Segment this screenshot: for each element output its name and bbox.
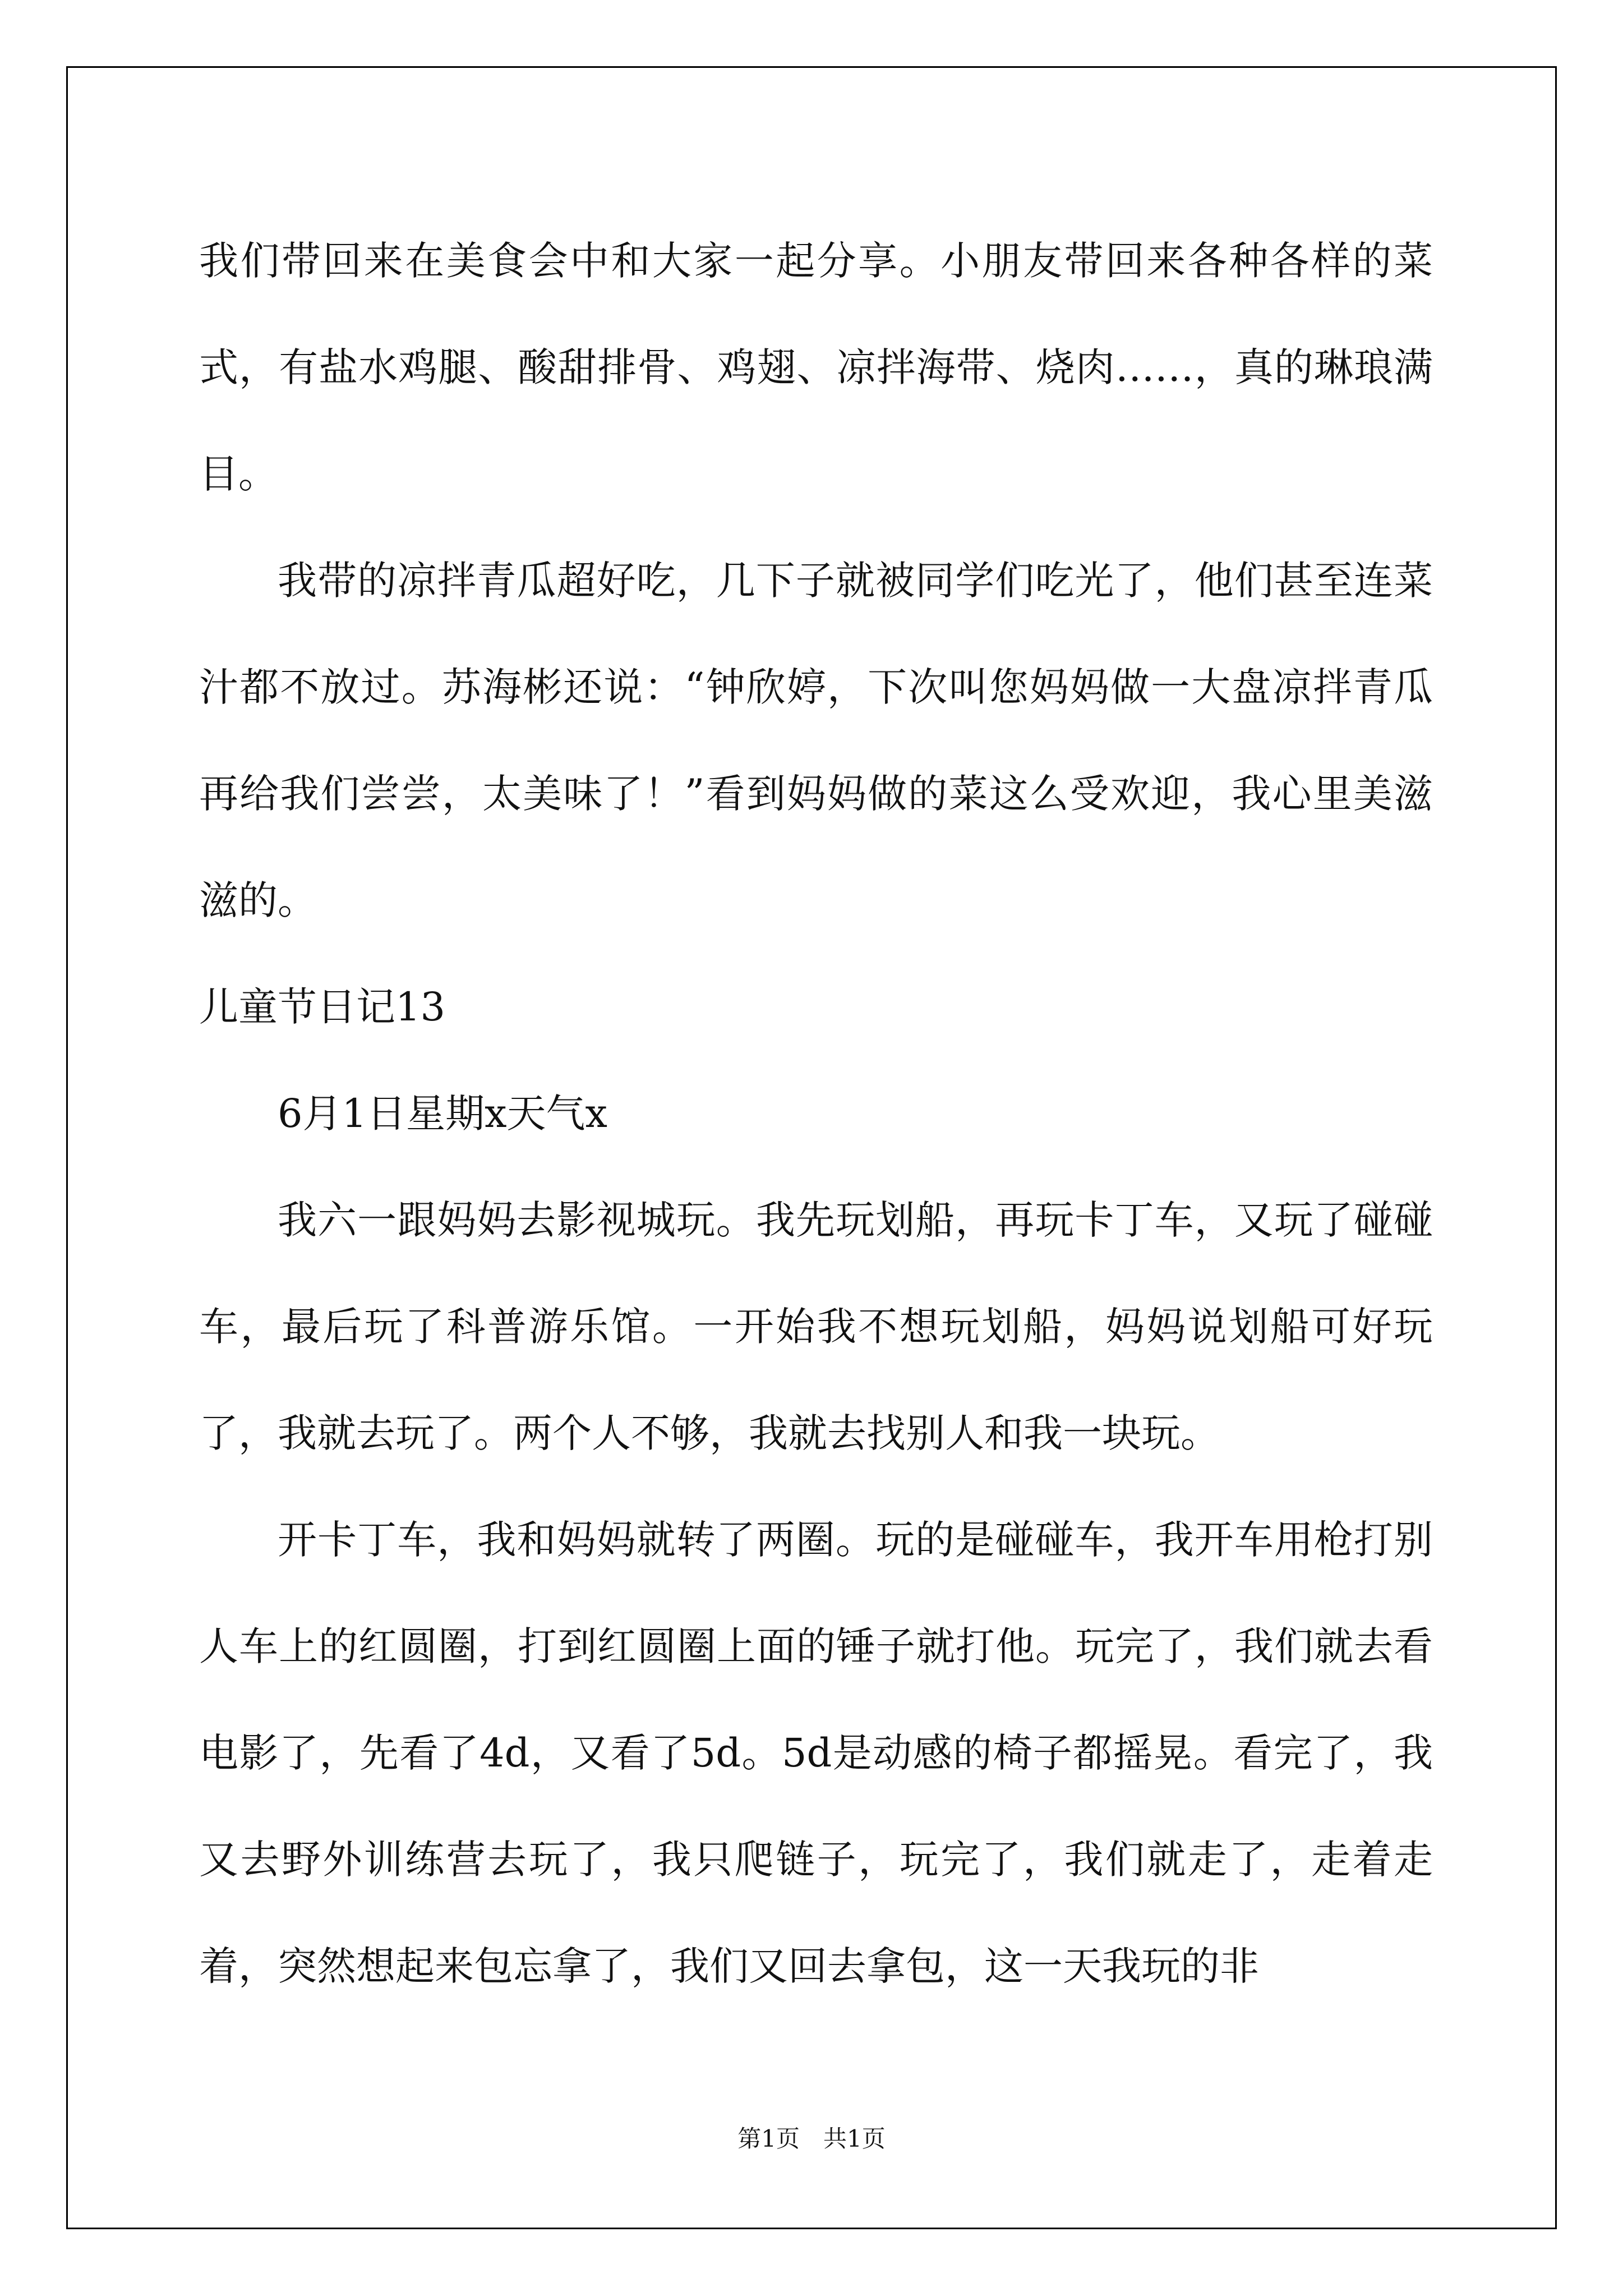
diary-date-line: 6月1日星期x天气x bbox=[278, 1091, 608, 1137]
paragraph: 我带的凉拌青瓜超好吃，几下子就被同学们吃光了，他们甚至连菜汁都不放过。苏海彬还说：“钟欣婷，下次叫您妈妈做一大盘凉拌青瓜再给我们尝尝，太美味了！”看到妈妈做的菜这么受欢迎，我心里美滋滋的。 bbox=[199, 558, 1433, 923]
section-heading: 儿童节日记13 bbox=[199, 984, 446, 1030]
paragraph: 我六一跟妈妈去影视城玩。我先玩划船，再玩卡丁车，又玩了碰碰车，最后玩了科普游乐馆。一开始我不想玩划船，妈妈说划船可好玩了，我就去玩了。两个人不够，我就去找别人和我一块玩。 bbox=[199, 1197, 1433, 1456]
paragraph: 开卡丁车，我和妈妈就转了两圈。玩的是碰碰车，我开车用枪打别人车上的红圆圈，打到红圆圈上面的锤子就打他。玩完了，我们就去看电影了，先看了4d，又看了5d。5d是动感的椅子都摇晃。看完了，我又去野外训练营去玩了，我只爬链子，玩完了，我们就走了，走着走着，突然想起来包忘拿了，我们又回去拿包，这一天我玩的非 bbox=[199, 1517, 1433, 1989]
paragraph: 我们带回来在美食会中和大家一起分享。小朋友带回来各种各样的菜式，有盐水鸡腿、酸甜排骨、鸡翅、凉拌海带、烧肉……，真的琳琅满目。 bbox=[199, 238, 1433, 497]
page-footer: 第1页 共1页 bbox=[737, 2125, 886, 2152]
document-body bbox=[199, 208, 1433, 2019]
